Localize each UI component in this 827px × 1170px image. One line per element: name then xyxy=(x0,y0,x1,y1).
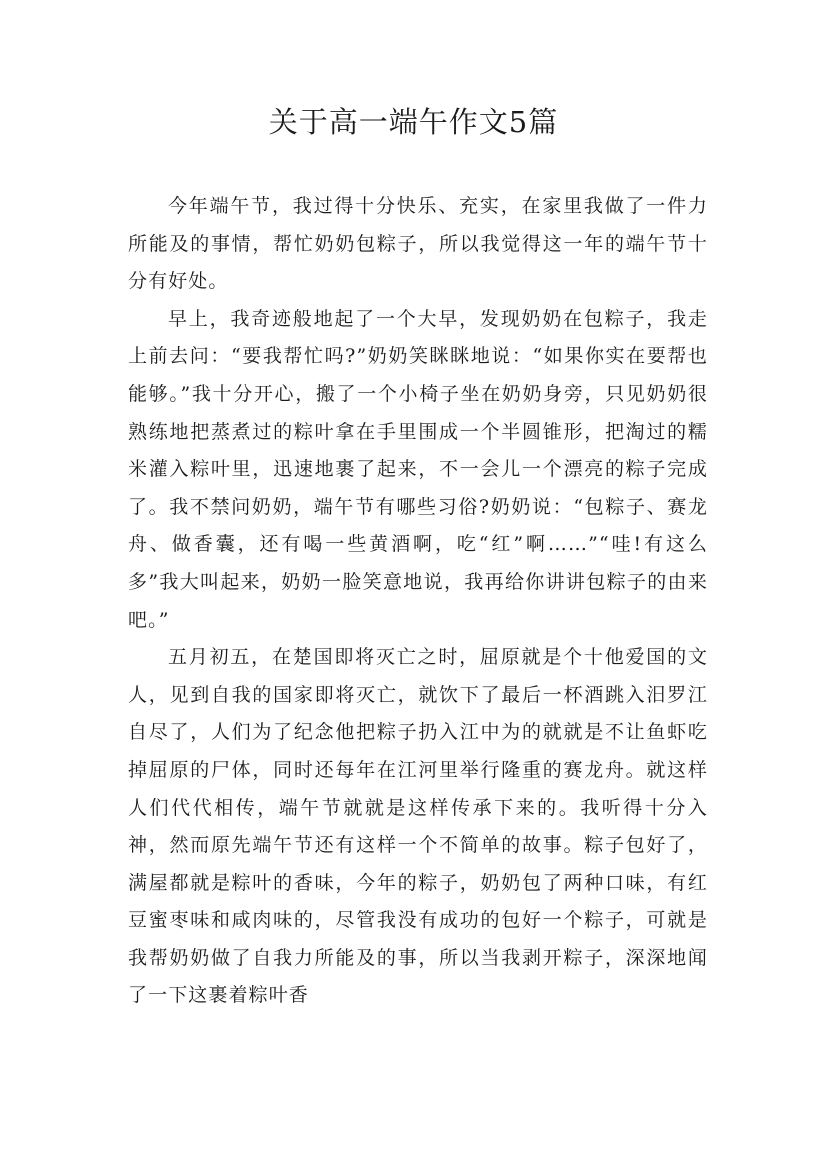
paragraph-3: 五月初五，在楚国即将灭亡之时，屈原就是个十他爱国的文人，见到自我的国家即将灭亡，就饮下了最后一杯酒跳入汨罗江自尽了，人们为了纪念他把粽子扔入江中为的就就是不让鱼虾吃掉屈原的尸体，同时还每年在江河里举行隆重的赛龙舟。就这样人们代代相传，端午节就就是这样传承下来的。我听得十分入神，然而原先端午节还有这样一个不简单的故事。粽子包好了，满屋都就是粽叶的香味，今年的粽子，奶奶包了两种口味，有红豆蜜枣味和咸肉味的，尽管我没有成功的包好一个粽子，可就是我帮奶奶做了自我力所能及的事，所以当我剥开粽子，深深地闻了一下这裹着粽叶香 xyxy=(128,646,708,1007)
paragraph-2: 早上，我奇迹般地起了一个大早，发现奶奶在包粽子，我走上前去问：“要我帮忙吗?”奶奶笑眯眯地说：“如果你实在要帮也能够。”我十分开心，搬了一个小椅子坐在奶奶身旁，只见奶奶很熟练地把蒸煮过的粽叶拿在手里围成一个半圆锥形，把淘过的糯米灌入粽叶里，迅速地裹了起来，不一会儿一个漂亮的粽子完成了。我不禁问奶奶，端午节有哪些习俗?奶奶说：“包粽子、赛龙舟、做香囊，还有喝一些黄酒啊，吃“红”啊……”“哇!有这么多”我大叫起来，奶奶一脸笑意地说，我再给你讲讲包粽子的由来吧。” xyxy=(128,307,708,631)
paragraph-1: 今年端午节，我过得十分快乐、充实，在家里我做了一件力所能及的事情，帮忙奶奶包粽子，所以我觉得这一年的端午节十分有好处。 xyxy=(128,195,708,293)
document-body xyxy=(128,188,708,1015)
document-title: 关于高一端午作文5篇 xyxy=(268,105,559,139)
